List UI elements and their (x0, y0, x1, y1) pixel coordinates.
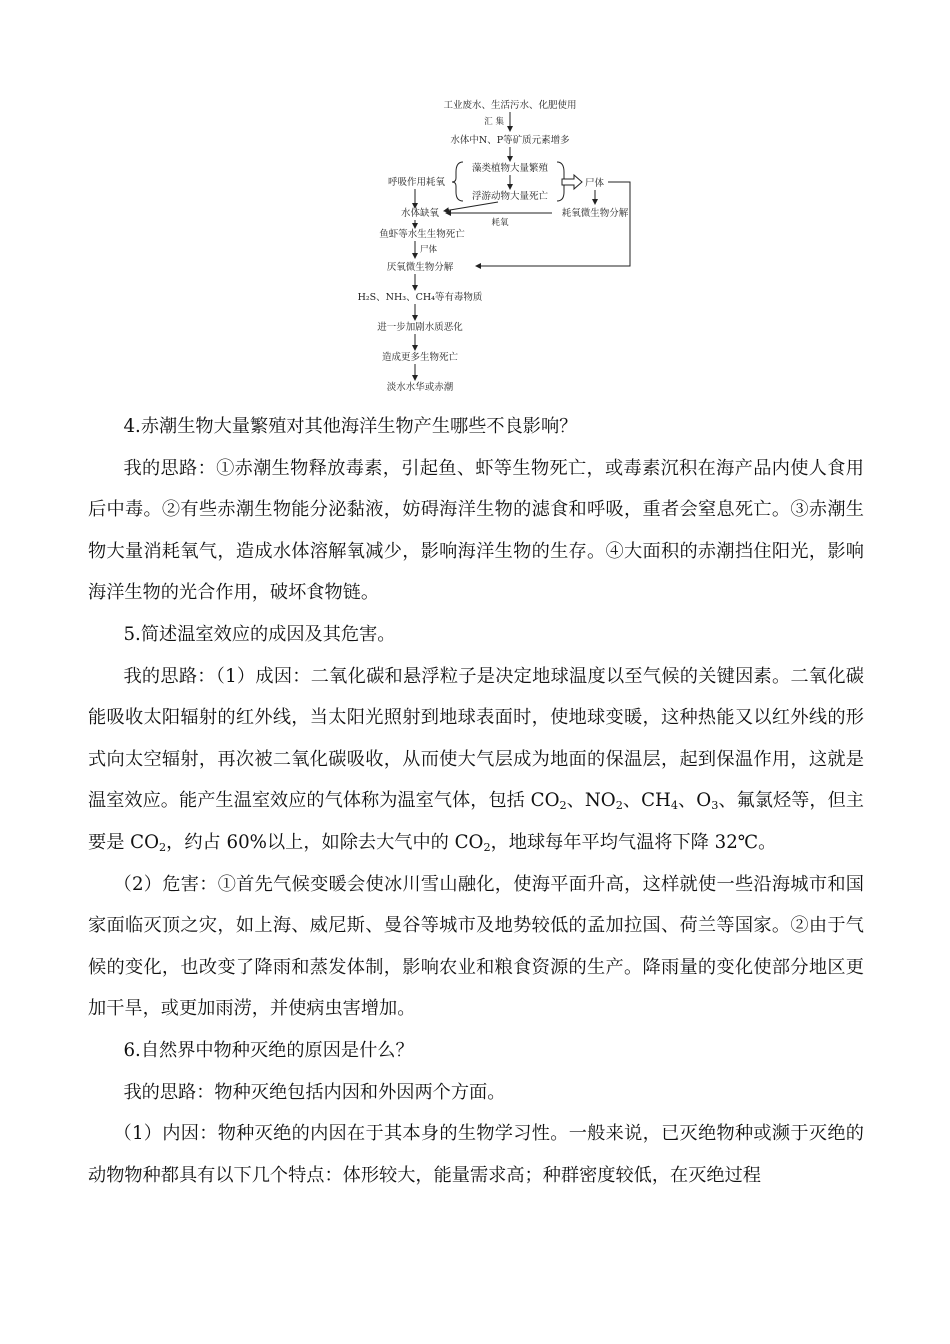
answer-5-harm: （2）危害：①首先气候变暖会使冰川雪山融化，使海平面升高，这样就使一些沿海城市和国家面临灭顶之灾，如上海、威尼斯、曼谷等城市及地势较低的孟加拉国、荷兰等国家。②由于气候的变化，也改变了降雨和蒸发体制，影响农业和粮食资源的生产。降雨量的变化使部分地区更加干旱，或更加雨涝，并使病虫害增加。 (88, 873, 864, 1020)
gas-co2: $CO_2$ (530, 790, 567, 813)
question-6: 6.自然界中物种灭绝的原因是什么？ (123, 1039, 414, 1061)
document-body (88, 406, 864, 1196)
node-hypoxia: 水体缺氧 (400, 208, 440, 219)
node-toxic-substances: H₂S、NH₃、CH₄等有毒物质 (357, 292, 483, 303)
node-aerobic-decomposition: 耗氧微生物分解 (561, 208, 629, 219)
edge-label-oxygen: 耗氧 (491, 218, 509, 228)
label-corpse-1: 尸体 (585, 178, 605, 189)
question-4: 4.赤潮生物大量繁殖对其他海洋生物产生哪些不良影响？ (123, 416, 578, 437)
answer-5-cause: 我的思路：（1）成因：二氧化碳和悬浮粒子是决定地球温度以至气候的关键因素。二氧化碳能吸收太阳辐射的红外线，当太阳光照射到地球表面时，使地球变暖，这种热能又以红外线的形式向太空辐射，再次被二氧化碳吸收，从而使大气层成为地面的保温层，起到保温作用，这就是温室效应。能产生温室效应的气体称为温室气体，包括 $CO_2$、$NO_2$、$CH_4$、$O_3$、氟氯烃等，但主要是 $CO_2$，约占 60%以上，如除去大气中的 $CO_2$，地球每年平均气温将下降 32℃。 (88, 665, 864, 854)
node-nutrients-increase: 水体中N、P等矿质元素增多 (450, 135, 570, 146)
node-bloom-red-tide: 淡水水华或赤潮 (386, 382, 454, 393)
node-water-worsens: 进一步加剧水质恶化 (377, 322, 463, 333)
answer-4: 我的思路：①赤潮生物释放毒素，引起鱼、虾等生物死亡，或毒素沉积在海产品内使人食用后中毒。②有些赤潮生物能分泌黏液，妨碍海洋生物的滤食和呼吸，重者会窒息死亡。③赤潮生物大量消耗氧气，造成水体溶解氧减少，影响海洋生物的生存。④大面积的赤潮挡住阳光，影响海洋生物的光合作用，破坏食物链。 (88, 457, 864, 604)
node-zooplankton-death: 浮游动物大量死亡 (471, 191, 549, 202)
bracket-left (452, 162, 463, 201)
node-anaerobic-decomposition: 厌氧微生物分解 (386, 262, 454, 273)
arrow-zoo-to-hypoxia (444, 202, 498, 211)
node-pollution-sources: 工业废水、生活污水、化肥使用 (443, 100, 577, 111)
node-fish-death: 鱼虾等水生生物死亡 (379, 229, 465, 240)
answer-5-cause-text: 我的思路：（1）成因：二氧化碳和悬浮粒子是决定地球温度以至气候的关键因素。二氧化碳能吸收太阳辐射的红外线，当太阳光照射到地球表面时，使地球变暖，这种热能又以红外线的形式向太空辐射，再次被二氧化碳吸收，从而使大气层成为地面的保温层，起到保温作用，这就是温室效应。能产生温室效应的气体称为温室气体，包括 (88, 665, 864, 812)
answer-6: 我的思路：物种灭绝包括内因和外因两个方面。 (123, 1081, 506, 1103)
node-more-deaths: 造成更多生物死亡 (381, 352, 459, 363)
label-respiration-oxygen: 呼吸作用耗氧 (388, 177, 446, 188)
label-corpse-2: 尸体 (420, 245, 438, 255)
hollow-arrow (562, 175, 582, 189)
answer-6-internal: （1）内因：物种灭绝的内因在于其本身的生物学习性。一般来说，已灭绝物种或濒于灭绝的动物物种都具有以下几个特点：体形较大，能量需求高；种群密度较低，在灭绝过程 (88, 1123, 864, 1186)
question-5: 5.简述温室效应的成因及其危害。 (123, 623, 396, 645)
eutrophication-flow-diagram (340, 92, 640, 402)
node-algae-bloom: 藻类植物大量繁殖 (471, 163, 549, 174)
edge-label-collect: 汇 集 (484, 117, 504, 127)
